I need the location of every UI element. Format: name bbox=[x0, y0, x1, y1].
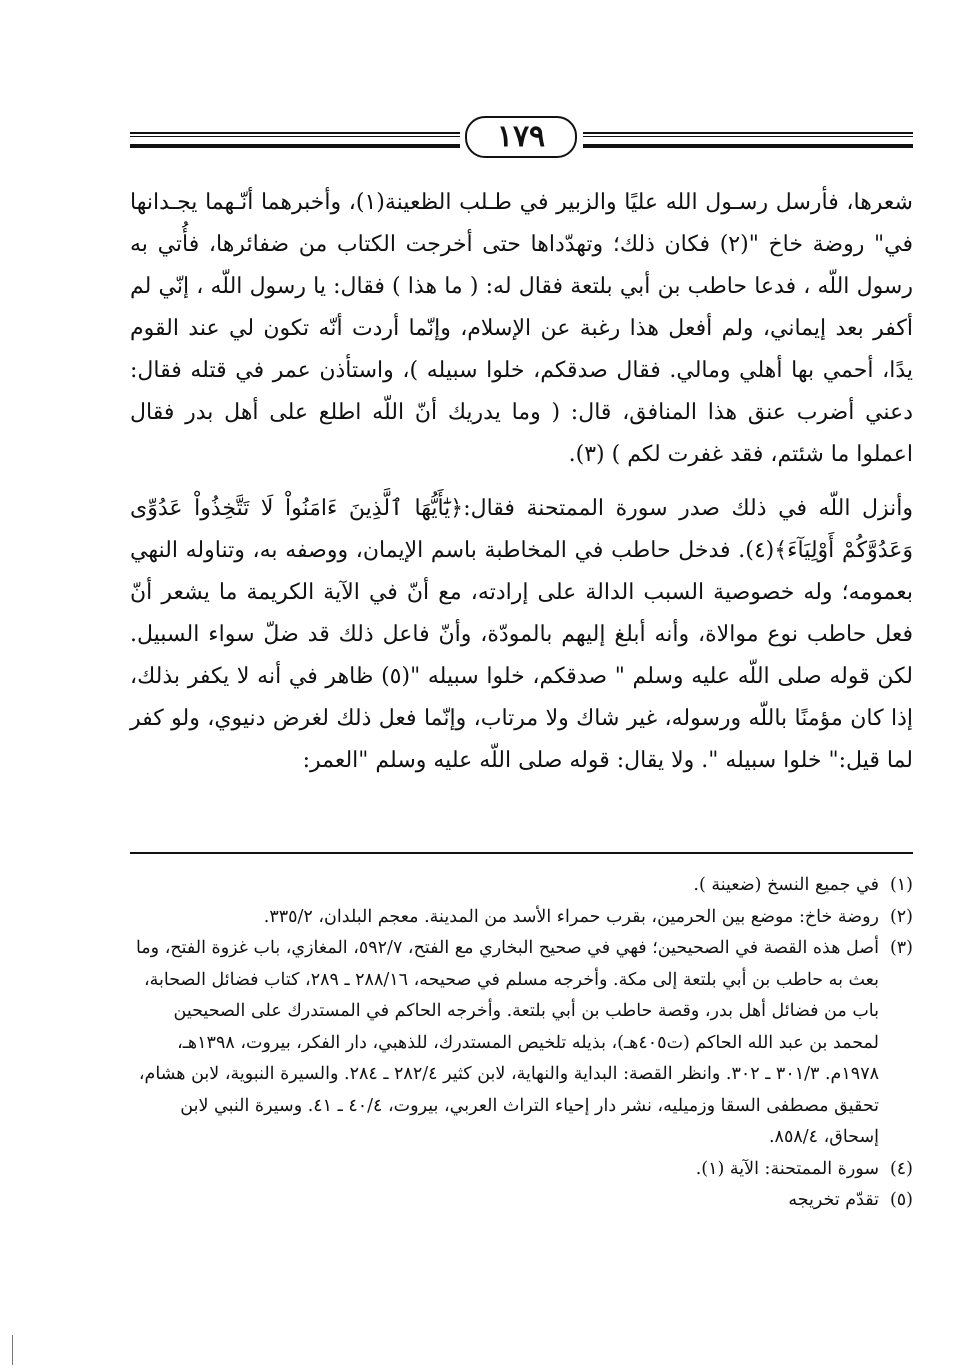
page-number: ١٧٩ bbox=[465, 116, 577, 158]
footnote bbox=[130, 870, 913, 902]
footnote-number: (٥) bbox=[889, 1190, 913, 1210]
paragraph: وأنزل اللّه في ذلك صدر سورة الممتحنة فقال:﴿يَٰٓأَيُّهَا ٱلَّذِينَ ءَامَنُواْ لَا تَتَّخِذُواْ عَدُوِّى وَعَدُوَّكُمْ أَوْلِيَآءَ﴾(٤). فدخل حاطب في المخاطبة باسم الإيمان، ووصفه به، وتناوله النهي بعمومه؛ وله خصوصية السبب الدالة على إرادته، مع أنّ في الآية الكريمة ما يشعر أنّ فعل حاطب نوع موالاة، وأنه أبلغ إليهم بالمودّة، وأنّ فاعل ذلك قد ضلّ سواء السبيل. لكن قوله صلى اللّه عليه وسلم " صدقكم، خلوا سبيله "(٥) ظاهر في أنه لا يكفر بذلك، إذا كان مؤمنًا باللّه ورسوله، غير شاك ولا مرتاب، وإنّما فعل ذلك لغرض دنيوي، ولو كفر لما قيل:" خلوا سبيله ". ولا يقال: قوله صلى اللّه عليه وسلم "العمر: bbox=[130, 496, 914, 773]
footnote-text: أصل هذه القصة في الصحيحين؛ فهي في صحيح البخاري مع الفتح، ٥٩٢/٧، المغازي، باب غزوة الفتح، وما بعث به حاطب بن أبي بلتعة إلى مكة. وأخرجه مسلم في صحيحه، ٢٨٨/١٦ ـ ٢٨٩، كتاب فضائل الصحابة، باب من فضائل أهل بدر، وقصة حاطب بن أبي بلتعة. وأخرجه الحاكم في المستدرك على الصحيحين لمحمد بن عبد الله الحاكم (ت٤٠٥هـ)، بذيله تلخيص المستدرك، للذهبي، دار الفكر، بيروت، ١٣٩٨هـ، ١٩٧٨م. ٣٠١/٣ ـ ٣٠٢. وانظر القصة: البداية والنهاية، لابن كثير ٢٨٢/٤ ـ ٢٨٤. والسيرة النبوية، لابن هشام، تحقيق مصطفى السقا وزميليه، نشر دار إحياء التراث العربي، بيروت، ٤٠/٤ ـ ٤١. وسيرة النبي لابن إسحاق، ٨٥٨/٤. bbox=[135, 938, 879, 1147]
footnote-text: روضة خاخ: موضع بين الحرمين، بقرب حمراء الأسد من المدينة. معجم البلدان، ٣٣٥/٢. bbox=[263, 906, 879, 927]
footnote-number: (٤) bbox=[889, 1158, 913, 1179]
footnote-text: سورة الممتحنة: الآية (١). bbox=[695, 1158, 879, 1179]
page-header bbox=[130, 110, 913, 162]
footnote-separator bbox=[130, 852, 913, 854]
header-rule-left bbox=[130, 132, 460, 148]
footnote-text: تقدّم تخريجه bbox=[788, 1190, 879, 1210]
paragraph: شعرها، فأرسل رسـول الله عليًا والزبير في طـلب الظعينة(١)، وأخبرهما أنّـهما يجـدانها في" روضة خاخ "(٢) فكان ذلك؛ وتهدّداها حتى أخرجت الكتاب من ضفائرها، فأُتي به رسول اللّه ، فدعا حاطب بن أبي بلتعة فقال له: ( ما هذا ) فقال: يا رسول اللّه ، إنّي لم أكفر بعد إيماني، ولم أفعل هذا رغبة عن الإسلام، وإنّما أردت أنّه تكون لي عند القوم يدًا، أحمي بها أهلي ومالي. فقال صدقكم، خلوا سبيله )، واستأذن عمر في قتله فقال: دعني أضرب عنق هذا المنافق، قال: ( وما يدريك أنّ اللّه اطلع على أهل بدر فقال اعملوا ما شئتم، فقد غفرت لكم ) (٣). bbox=[130, 190, 913, 467]
footnote-text: في جميع النسخ (ضعينة ). bbox=[693, 875, 879, 895]
main-text bbox=[130, 182, 913, 782]
footnote bbox=[130, 933, 913, 1154]
footnotes bbox=[130, 870, 913, 1217]
scan-margin-mark bbox=[12, 1335, 13, 1365]
footnote-number: (٣) bbox=[889, 938, 913, 958]
footnote bbox=[130, 902, 913, 934]
footnote-number: (٢) bbox=[889, 906, 913, 927]
footnote bbox=[130, 1185, 913, 1217]
footnote bbox=[130, 1154, 913, 1186]
header-rule-right bbox=[583, 132, 913, 148]
footnote-number: (١) bbox=[889, 875, 913, 895]
